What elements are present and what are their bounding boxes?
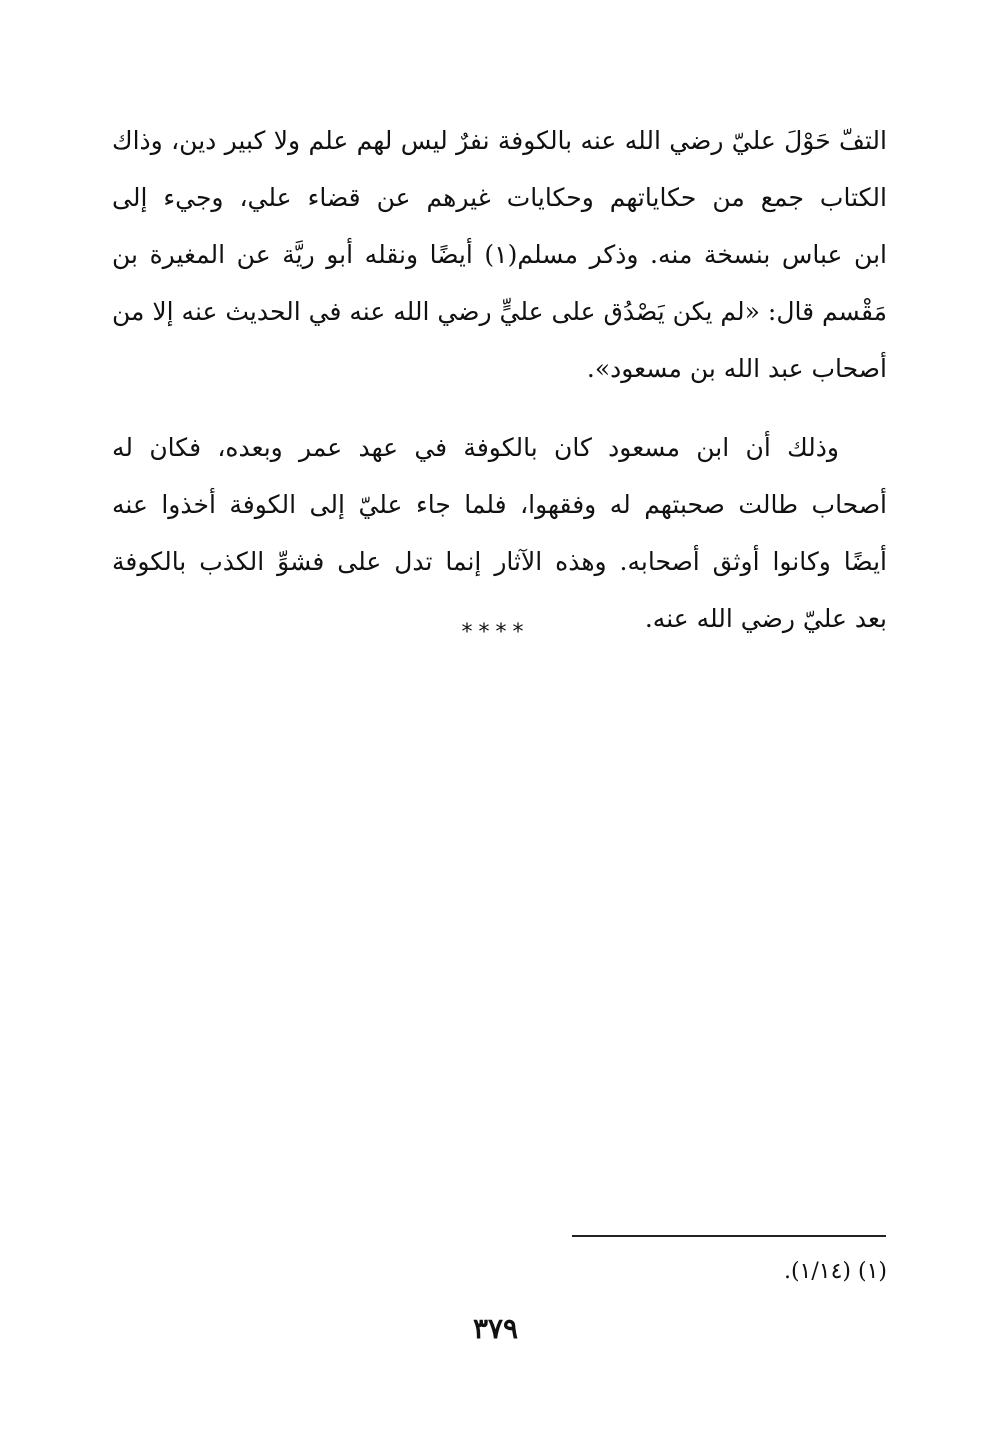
text-line: أصحاب عبد الله بن مسعود».: [586, 354, 887, 383]
page-number: ٣٧٩: [472, 1312, 519, 1345]
section-separator: ****: [461, 620, 530, 645]
text-line: مَقْسم قال: «لم يكن يَصْدُق على عليٍّ رضي الله عنه في الحديث عنه إلا من: [112, 297, 887, 326]
text-line: ابن عباس بنسخة منه. وذكر مسلم(١) أيضًا ونقله أبو ريَّة عن المغيرة بن: [112, 240, 887, 269]
text-line: أصحاب طالت صحبتهم له وفقهوا، فلما جاء عليّ إلى الكوفة أخذوا عنه: [112, 490, 887, 519]
body-text: [112, 112, 887, 647]
text-line: بعد عليّ رضي الله عنه.: [644, 604, 887, 633]
text-line: وذلك أن ابن مسعود كان بالكوفة في عهد عمر وبعده، فكان له: [112, 433, 839, 462]
footnote: (١) (١/١٤).: [783, 1259, 887, 1284]
paragraph-2: [112, 419, 887, 647]
footnote-divider: [572, 1235, 886, 1237]
text-line: الكتاب جمع من حكاياتهم وحكايات غيرهم عن قضاء علي، وجيء إلى: [112, 183, 887, 212]
text-line: أيضًا وكانوا أوثق أصحابه. وهذه الآثار إنما تدل على فشوِّ الكذب بالكوفة: [112, 547, 887, 576]
text-line: التفّ حَوْلَ عليّ رضي الله عنه بالكوفة نفرٌ ليس لهم علم ولا كبير دين، وذاك: [112, 126, 887, 155]
paragraph-1: [112, 112, 887, 397]
